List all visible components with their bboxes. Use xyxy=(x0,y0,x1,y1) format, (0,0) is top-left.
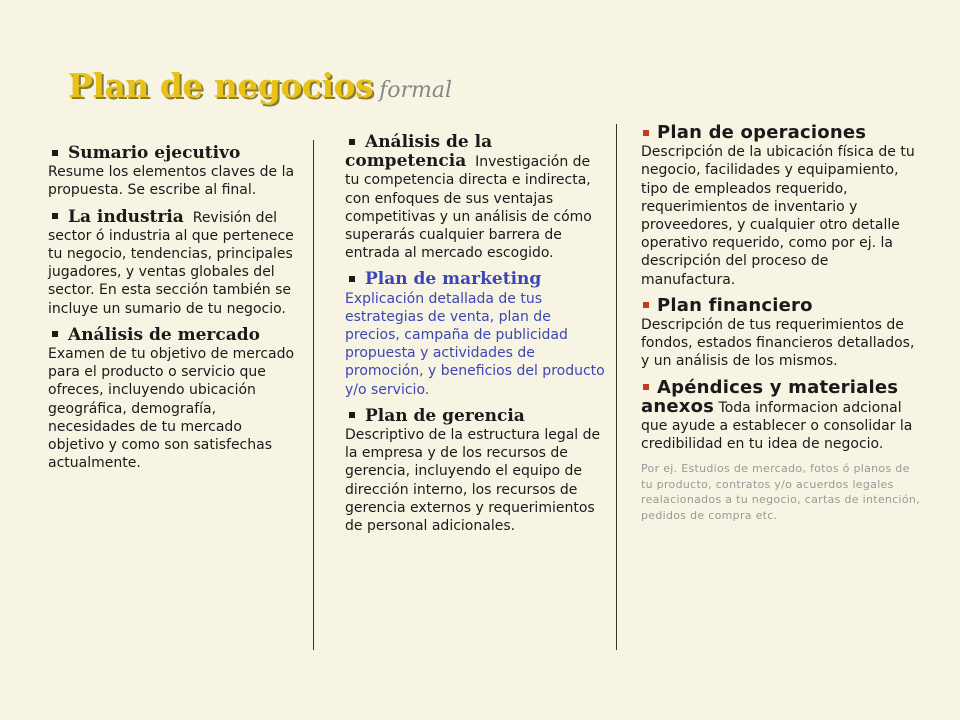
bullet-icon xyxy=(52,331,58,337)
bullet-icon xyxy=(52,150,58,156)
section-la-industria xyxy=(48,208,296,318)
section-heading: Análisis de la competencia xyxy=(345,132,493,172)
column-1 xyxy=(48,144,296,480)
bullet-icon xyxy=(349,276,355,282)
bullet-icon xyxy=(349,139,355,145)
section-text: Toda informacion adcional que ayude a establecer o consolidar la credibilidad en tu idea de negocio. xyxy=(641,399,913,453)
section-text: Examen de tu objetivo de mercado para el producto o servicio que ofreces, incluyendo ubicación geográfica, demografía, necesidades de tu mercado objetivo y como son satisfechas actualmente. xyxy=(48,346,295,472)
bullet-icon xyxy=(643,384,649,390)
column-3 xyxy=(641,124,923,523)
bullet-icon xyxy=(643,130,649,136)
section-plan-de-marketing xyxy=(345,270,607,398)
bullet-icon xyxy=(349,412,355,418)
section-text: Revisión del sector ó industria al que pertenece tu negocio, tendencias, principales jugadores, y ventas globales del sector. En esta sección también se incluye un sumario de tu negocio. xyxy=(48,209,294,317)
section-heading: Análisis de mercado xyxy=(68,324,260,345)
section-heading: Apéndices y materiales anexos xyxy=(641,376,899,417)
apendices-note: Por ej. Estudios de mercado, fotos ó planos de tu producto, contratos y/o acuerdos legales realacionados a tu negocio, cartas de intención, pedidos de compra etc. xyxy=(641,462,920,522)
section-heading: Plan financiero xyxy=(657,294,813,316)
section-text: Investigación de tu competencia directa e indirecta, con enfoques de sus ventajas competitivas y un análisis de cómo superarás cualquier barrera de entrada al mercado escogido. xyxy=(345,154,592,262)
section-heading: Plan de marketing xyxy=(365,269,542,290)
column-divider-left xyxy=(313,140,314,650)
column-2 xyxy=(345,133,607,543)
section-heading: Plan de operaciones xyxy=(657,122,867,143)
section-sumario-ejecutivo xyxy=(48,144,296,200)
section-apendices xyxy=(641,376,923,454)
section-text: Explicación detallada de tus estrategias de venta, plan de precios, campaña de publicidad propuesta y actividades de promoción, y beneficios del producto y/o servicio. xyxy=(345,290,605,398)
title-subtitle: formal xyxy=(379,78,452,103)
section-text: Descriptivo de la estructura legal de la empresa y de los recursos de gerencia, incluyendo el equipo de dirección interno, los recursos de gerencia externos y requerimientos de personal adicionales. xyxy=(345,427,601,535)
section-analisis-de-mercado xyxy=(48,326,296,473)
section-plan-de-gerencia xyxy=(345,407,607,535)
section-plan-financiero xyxy=(641,294,923,371)
bullet-icon xyxy=(52,213,58,219)
section-plan-de-operaciones xyxy=(641,124,923,289)
section-heading: Plan de gerencia xyxy=(365,405,525,426)
title-main: Plan de negocios xyxy=(68,66,374,105)
section-text: Resume los elementos claves de la propuesta. Se escribe al final. xyxy=(48,164,295,199)
section-heading: La industria xyxy=(68,206,184,227)
bullet-icon xyxy=(643,302,649,308)
page-title xyxy=(68,66,452,105)
section-heading: Sumario ejecutivo xyxy=(68,143,241,163)
section-text: Descripción de la ubicación física de tu negocio, facilidades y equipamiento, tipo de empleados requerido, requerimientos de inventario y proveedores, y cualquier otro detalle operativo requerido, como por ej. la descripción del proceso de manufactura. xyxy=(641,144,915,288)
section-analisis-competencia xyxy=(345,133,607,262)
section-text: Descripción de tus requerimientos de fondos, estados financieros detallados, y un análisis de los mismos. xyxy=(641,317,915,370)
column-divider-right xyxy=(616,124,617,650)
